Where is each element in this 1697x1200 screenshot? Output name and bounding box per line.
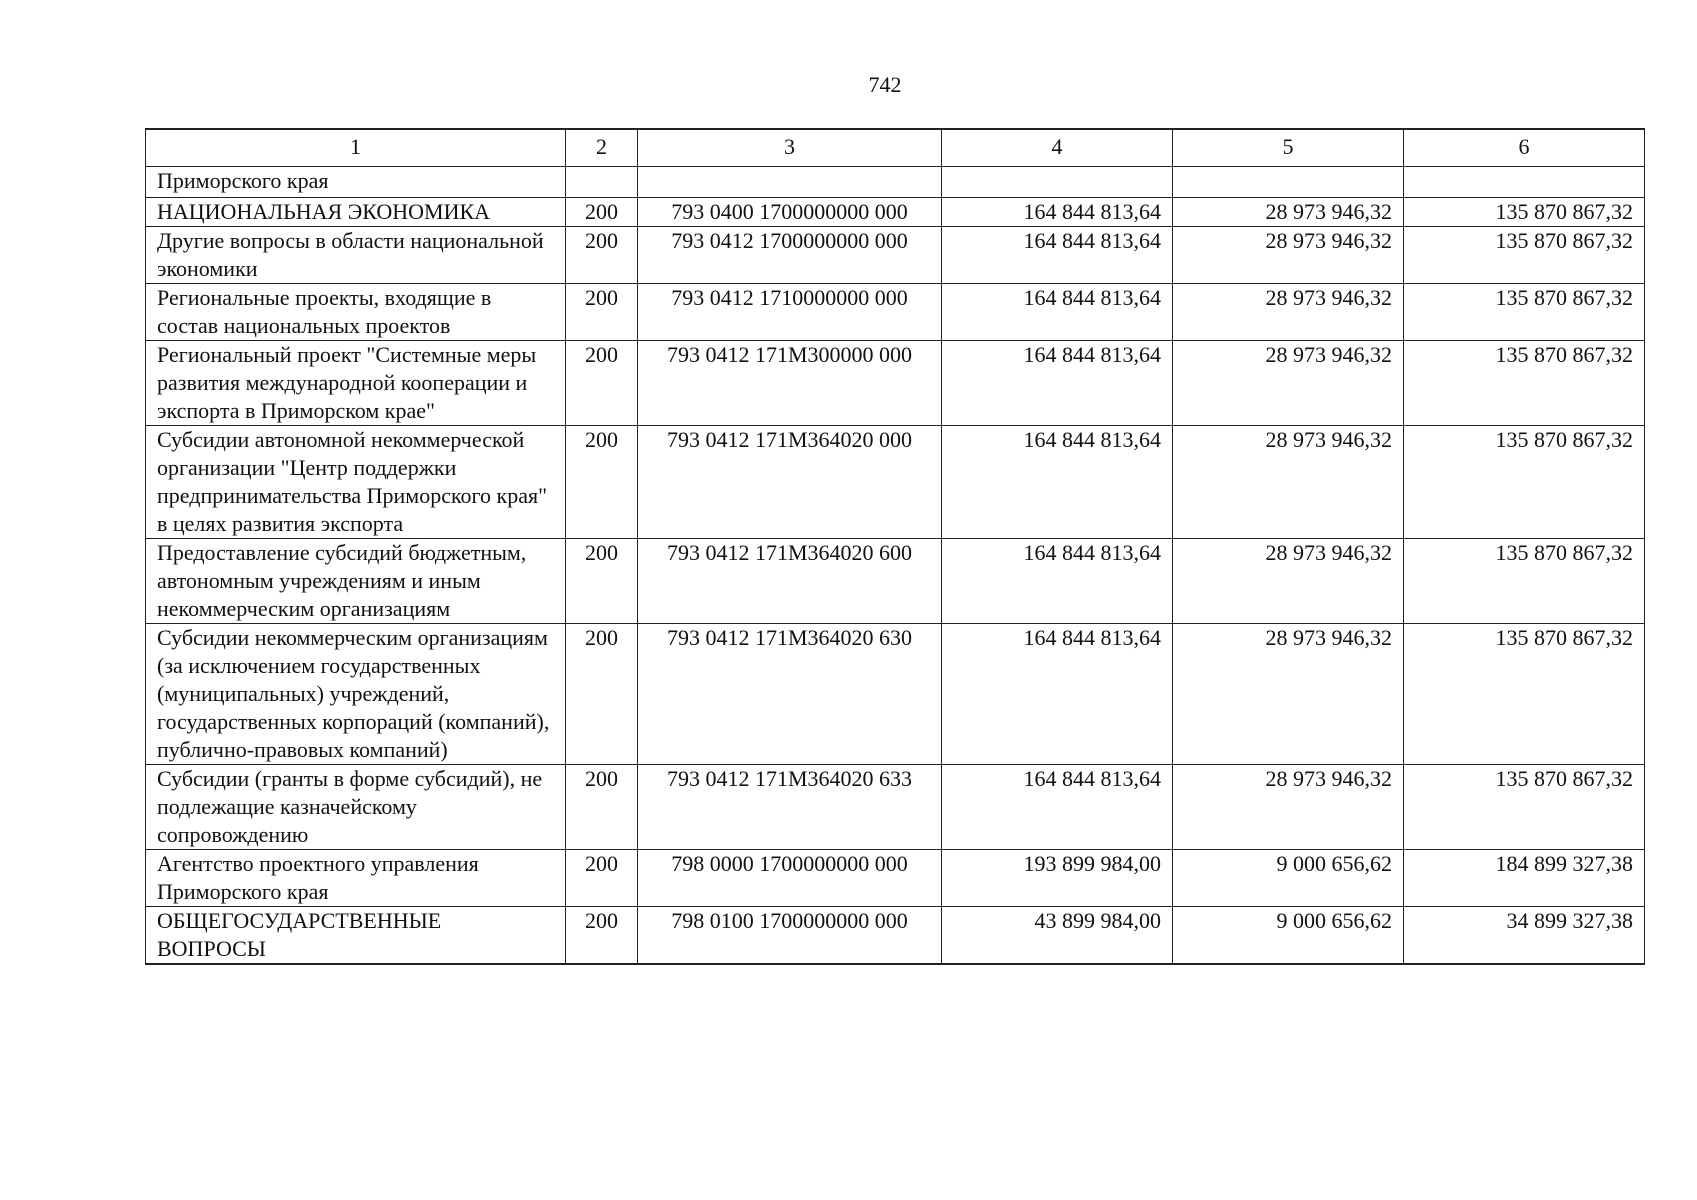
row-amount-4: 164 844 813,64 (942, 426, 1173, 539)
row-classification-code: 793 0400 1700000000 000 (638, 198, 942, 227)
row-amount-6: 135 870 867,32 (1404, 765, 1645, 850)
row-amount-6: 135 870 867,32 (1404, 426, 1645, 539)
table-row (146, 907, 1645, 965)
table-row (146, 341, 1645, 426)
row-classification-code: 793 0412 171M364020 630 (638, 624, 942, 765)
table-row (146, 227, 1645, 284)
row-amount-5 (1173, 167, 1404, 198)
row-amount-5: 9 000 656,62 (1173, 907, 1404, 965)
table-row (146, 284, 1645, 341)
row-amount-5: 28 973 946,32 (1173, 765, 1404, 850)
row-amount-5: 9 000 656,62 (1173, 850, 1404, 907)
row-amount-5: 28 973 946,32 (1173, 341, 1404, 426)
row-code: 200 (566, 426, 638, 539)
table-row (146, 850, 1645, 907)
row-name: Другие вопросы в области национальной экономики (146, 227, 566, 284)
row-amount-4: 164 844 813,64 (942, 765, 1173, 850)
row-amount-4: 164 844 813,64 (942, 198, 1173, 227)
row-name: Агентство проектного управления Приморского края (146, 850, 566, 907)
row-amount-6: 135 870 867,32 (1404, 227, 1645, 284)
table-row (146, 624, 1645, 765)
row-code: 200 (566, 539, 638, 624)
row-code: 200 (566, 341, 638, 426)
row-classification-code: 793 0412 171M364020 600 (638, 539, 942, 624)
row-amount-6: 135 870 867,32 (1404, 539, 1645, 624)
row-amount-6: 34 899 327,38 (1404, 907, 1645, 965)
row-name: ОБЩЕГОСУДАРСТВЕННЫЕ ВОПРОСЫ (146, 907, 566, 965)
table-row (146, 539, 1645, 624)
row-classification-code: 793 0412 171M364020 633 (638, 765, 942, 850)
row-amount-4: 164 844 813,64 (942, 341, 1173, 426)
row-amount-6: 135 870 867,32 (1404, 624, 1645, 765)
table-row (146, 426, 1645, 539)
row-name: Субсидии (гранты в форме субсидий), не подлежащие казначейскому сопровождению (146, 765, 566, 850)
table-body (146, 167, 1645, 965)
row-amount-5: 28 973 946,32 (1173, 284, 1404, 341)
row-name: Субсидии автономной некоммерческой организации "Центр поддержки предпринимательства Приморского края" в целях развития экспорта (146, 426, 566, 539)
row-amount-4: 164 844 813,64 (942, 227, 1173, 284)
row-classification-code: 793 0412 1710000000 000 (638, 284, 942, 341)
row-amount-6: 184 899 327,38 (1404, 850, 1645, 907)
row-amount-6: 135 870 867,32 (1404, 341, 1645, 426)
column-header-1: 1 (146, 129, 566, 167)
column-header-2: 2 (566, 129, 638, 167)
row-name: Приморского края (146, 167, 566, 198)
row-amount-6: 135 870 867,32 (1404, 284, 1645, 341)
row-amount-5: 28 973 946,32 (1173, 624, 1404, 765)
row-classification-code: 793 0412 1700000000 000 (638, 227, 942, 284)
column-header-3: 3 (638, 129, 942, 167)
row-amount-5: 28 973 946,32 (1173, 539, 1404, 624)
row-amount-4: 164 844 813,64 (942, 539, 1173, 624)
row-amount-5: 28 973 946,32 (1173, 198, 1404, 227)
row-amount-4: 43 899 984,00 (942, 907, 1173, 965)
column-header-6: 6 (1404, 129, 1645, 167)
page-number: 742 (868, 72, 902, 97)
row-code: 200 (566, 624, 638, 765)
table-row (146, 167, 1645, 198)
row-code: 200 (566, 850, 638, 907)
row-name: НАЦИОНАЛЬНАЯ ЭКОНОМИКА (146, 198, 566, 227)
table-header (146, 129, 1645, 167)
header-row (146, 129, 1645, 167)
row-name: Региональный проект "Системные меры развития международной кооперации и экспорта в Приморском крае" (146, 341, 566, 426)
row-classification-code (638, 167, 942, 198)
column-header-5: 5 (1173, 129, 1404, 167)
row-name: Региональные проекты, входящие в состав национальных проектов (146, 284, 566, 341)
column-header-4: 4 (942, 129, 1173, 167)
row-code: 200 (566, 198, 638, 227)
row-classification-code: 793 0412 171M300000 000 (638, 341, 942, 426)
row-code (566, 167, 638, 198)
row-amount-4: 164 844 813,64 (942, 624, 1173, 765)
row-name: Предоставление субсидий бюджетным, автономным учреждениям и иным некоммерческим организациям (146, 539, 566, 624)
row-classification-code: 798 0100 1700000000 000 (638, 907, 942, 965)
row-name: Субсидии некоммерческим организациям (за исключением государственных (муниципальных) учреждений, государственных корпораций (компаний), публично-правовых компаний) (146, 624, 566, 765)
row-code: 200 (566, 227, 638, 284)
row-classification-code: 793 0412 171M364020 000 (638, 426, 942, 539)
row-amount-5: 28 973 946,32 (1173, 426, 1404, 539)
budget-table (145, 128, 1645, 965)
row-code: 200 (566, 907, 638, 965)
row-classification-code: 798 0000 1700000000 000 (638, 850, 942, 907)
row-amount-6 (1404, 167, 1645, 198)
row-code: 200 (566, 284, 638, 341)
row-amount-4 (942, 167, 1173, 198)
table-row (146, 765, 1645, 850)
row-amount-4: 193 899 984,00 (942, 850, 1173, 907)
table-row (146, 198, 1645, 227)
row-amount-5: 28 973 946,32 (1173, 227, 1404, 284)
row-code: 200 (566, 765, 638, 850)
row-amount-6: 135 870 867,32 (1404, 198, 1645, 227)
row-amount-4: 164 844 813,64 (942, 284, 1173, 341)
